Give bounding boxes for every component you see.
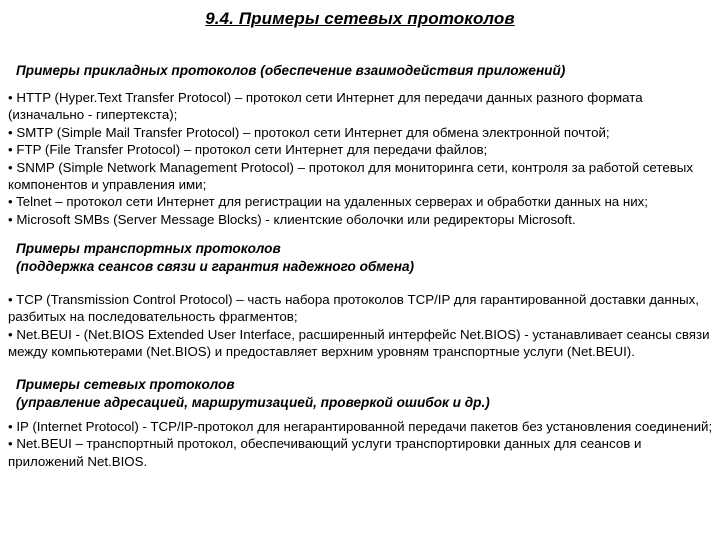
list-item-smtp: • SMTP (Simple Mail Transfer Protocol) – протокол сети Интернет для обмена электронной почтой; (8, 124, 610, 140)
heading-subline: (управление адресацией, маршрутизацией, проверкой ошибок и др.) (16, 395, 490, 410)
transport-protocols-list (8, 291, 714, 361)
list-item-tcp: • TCP (Transmission Control Protocol) – часть набора протоколов TCP/IP для гарантированной доставки данных, разбитых на последовательность фрагментов; (8, 292, 699, 325)
heading-line: Примеры прикладных протоколов (обеспечение взаимодействия приложений) (16, 63, 566, 78)
network-protocols-heading (16, 376, 490, 412)
heading-subline: (поддержка сеансов связи и гарантия надежного обмена) (16, 259, 415, 274)
list-item-netbeui: • Net.BEUI - (Net.BIOS Extended User Interface, расширенный интерфейс Net.BIOS) - устанавливает сеансы связи между компьютерами (Net.BIOS) и предоставляет верхним уровням транспортные услуги (Net.BEUI). (8, 326, 710, 360)
list-item-http: • HTTP (Hyper.Text Transfer Protocol) – протокол сети Интернет для передачи данных разного формата (изначально - гипертекста); (8, 90, 643, 123)
list-item-telnet: • Telnet – протокол сети Интернет для регистрации на удаленных серверах и обработки данных на них; (8, 194, 649, 210)
heading-line: Примеры сетевых протоколов (16, 377, 235, 392)
list-item-netbeui-transport: • Net.BEUI – транспортный протокол, обеспечивающий услуги транспортировки данных для сеансов и приложений Net.BIOS. (8, 436, 642, 469)
transport-protocols-heading (16, 240, 414, 276)
list-item-smb: • Microsoft SMBs (Server Message Blocks) - клиентские оболочки или редиректоры Microsoft. (8, 211, 576, 227)
application-protocols-list (8, 89, 714, 228)
list-item-ftp: • FTP (File Transfer Protocol) – протокол сети Интернет для передачи файлов; (8, 142, 488, 158)
page-title: 9.4. Примеры сетевых протоколов (205, 9, 515, 28)
network-protocols-list (8, 418, 714, 470)
heading-line: Примеры транспортных протоколов (16, 241, 281, 256)
list-item-ip: • IP (Internet Protocol) - TCP/IP-протокол для негарантированной передачи пакетов без установления соединений; (8, 419, 713, 434)
application-protocols-heading (16, 62, 565, 80)
list-item-snmp: • SNMP (Simple Network Management Protocol) – протокол для мониторинга сети, контроля за работой сетевых компонентов и управления ими; (8, 159, 693, 193)
